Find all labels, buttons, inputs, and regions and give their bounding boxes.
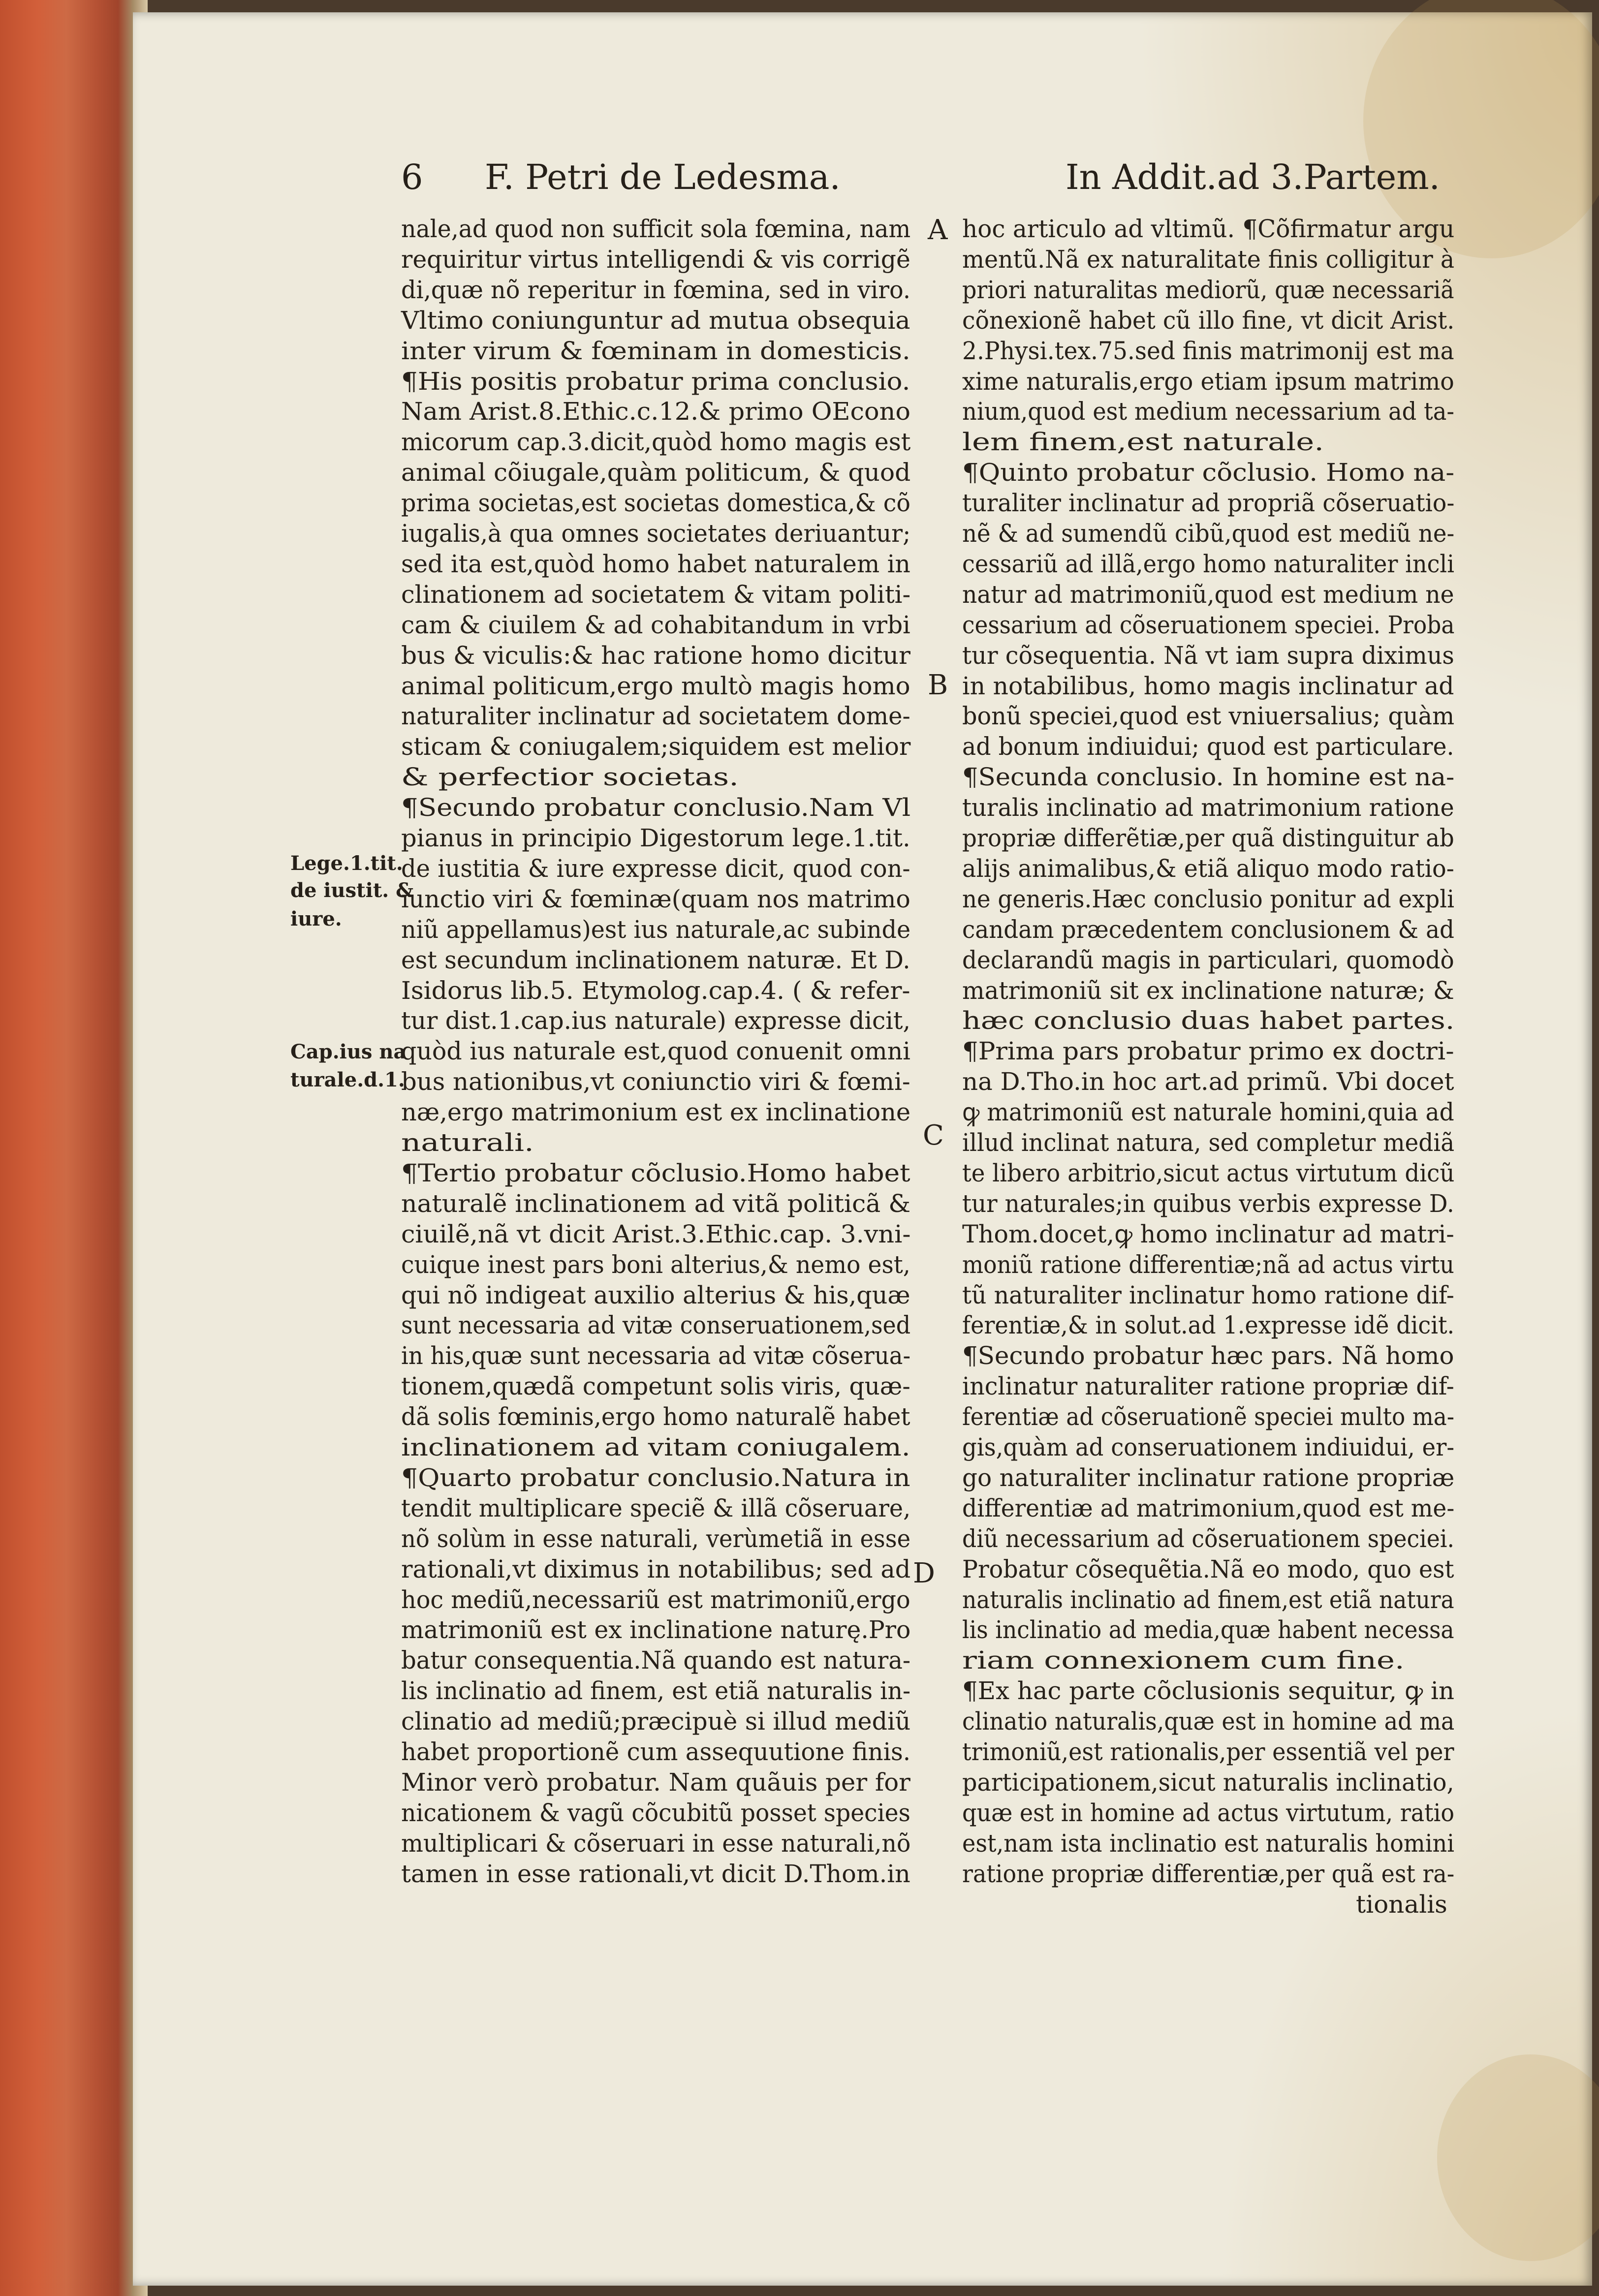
- text-line: turaliter inclinatur ad propriã cõseruatio-: [962, 489, 1455, 518]
- text-line: hoc mediũ,necessariũ est matrimoniũ,ergo: [401, 1585, 910, 1614]
- margin-note: de iustit. &: [290, 879, 414, 902]
- text-line: hoc articulo ad vltimũ. ¶Cõfirmatur argu: [962, 215, 1455, 243]
- text-line: tionalis: [1356, 1890, 1447, 1919]
- text-line: diũ necessarium ad cõseruationem speciei.: [962, 1524, 1454, 1553]
- text-line: nõ solùm in esse naturali, verùmetiã in esse: [401, 1524, 911, 1553]
- text-line: multiplicari & cõseruari in esse naturali,nõ: [401, 1829, 911, 1858]
- text-line: Thom.docet,ꝙ homo inclinatur ad matri-: [962, 1219, 1454, 1248]
- text-line: quæ est in homine ad actus virtutum, ratio: [962, 1798, 1455, 1827]
- text-line: est secundum inclinationem naturæ. Et D.: [401, 945, 910, 974]
- section-marker-c: C: [923, 1119, 944, 1151]
- text-line: nẽ & ad sumendũ cibũ,quod est mediũ ne-: [962, 519, 1455, 548]
- text-line: clinationem ad societatem & vitam politi-: [401, 580, 911, 609]
- text-line: ¶Ex hac parte cõclusionis sequitur, ꝙ in: [962, 1676, 1454, 1706]
- text-line: Probatur cõsequẽtia.Nã eo modo, quo est: [962, 1554, 1454, 1583]
- text-line: est,nam ista inclinatio est naturalis homini: [962, 1829, 1454, 1858]
- text-line: nale,ad quod non sufficit sola fœmina, nam: [401, 215, 911, 243]
- text-line: Nam Arist.8.Ethic.c.12.& primo OEcono: [401, 397, 910, 426]
- text-line: tur cõsequentia. Nã vt iam supra diximus: [962, 641, 1454, 670]
- text-line: mentũ.Nã ex naturalitate finis colligitur à: [962, 245, 1455, 274]
- text-line: ¶Secundo probatur hæc pars. Nã homo: [962, 1341, 1454, 1370]
- text-line: clinatio naturalis,quæ est in homine ad ma: [962, 1707, 1455, 1736]
- text-line: Vltimo coniunguntur ad mutua obsequia: [401, 306, 910, 335]
- text-line: nium,quod est medium necessarium ad ta-: [962, 397, 1455, 426]
- text-line: ferentiæ,& in solut.ad 1.expresse idẽ dicit.: [962, 1311, 1455, 1340]
- text-line: bus & viculis:& hac ratione homo dicitur: [401, 641, 910, 670]
- text-line: nicationem & vagũ cõcubitũ posset species: [401, 1798, 910, 1827]
- text-line: ¶Secundo probatur conclusio.Nam Vl: [401, 793, 911, 822]
- running-head-section: In Addit.ad 3.Partem.: [1066, 157, 1440, 197]
- text-line: matrimoniũ est ex inclinatione naturę.Pro: [401, 1615, 911, 1644]
- text-line: tur dist.1.cap.ius naturale) expresse dicit,: [401, 1006, 910, 1035]
- text-line: tendit multiplicare speciẽ & illã cõseruare,: [401, 1493, 911, 1522]
- text-line: ꝙ matrimoniũ est naturale homini,quia ad: [962, 1098, 1454, 1127]
- text-line: ciuilẽ,nã vt dicit Arist.3.Ethic.cap. 3.vni-: [401, 1219, 911, 1248]
- text-line: xime naturalis,ergo etiam ipsum matrimo: [962, 367, 1454, 396]
- page-number: 6: [401, 157, 423, 197]
- text-line: in notabilibus, homo magis inclinatur ad: [962, 671, 1454, 700]
- section-marker-a: A: [928, 214, 948, 246]
- margin-note: turale.d.1.: [290, 1068, 405, 1091]
- text-line: na D.Tho.in hoc art.ad primũ. Vbi docet: [962, 1067, 1454, 1096]
- text-line: quòd ius naturale est,quod conuenit omni: [401, 1037, 910, 1066]
- text-line: inclinatur naturaliter ratione propriæ dif-: [962, 1372, 1454, 1401]
- text-line: hæc conclusio duas habet partes.: [962, 1006, 1455, 1035]
- text-line: naturaliter inclinatur ad societatem dome-: [401, 702, 910, 731]
- text-line: niũ appellamus)est ius naturale,ac subinde: [401, 915, 911, 944]
- text-line: sed ita est,quòd homo habet naturalem in: [401, 549, 910, 578]
- text-line: di,quæ nõ reperitur in fœmina, sed in viro.: [401, 275, 910, 304]
- text-line: turalis inclinatio ad matrimonium ratione: [962, 793, 1454, 822]
- section-marker-d: D: [913, 1557, 935, 1589]
- text-line: differentiæ ad matrimonium,quod est me-: [962, 1493, 1455, 1522]
- section-marker-b: B: [928, 669, 948, 701]
- text-line: ad bonum indiuidui; quod est particulare.: [962, 732, 1454, 761]
- text-line: micorum cap.3.dicit,quòd homo magis est: [401, 428, 911, 457]
- text-line: trimoniũ,est rationalis,per essentiã vel per: [962, 1738, 1454, 1766]
- text-line: naturali.: [401, 1128, 534, 1157]
- text-line: inclinationem ad vitam coniugalem.: [401, 1433, 910, 1461]
- text-line: dã solis fœminis,ergo homo naturalẽ habet: [401, 1402, 910, 1431]
- text-line: ¶Prima pars probatur primo ex doctri-: [962, 1037, 1454, 1066]
- text-line: næ,ergo matrimonium est ex inclinatione: [401, 1098, 911, 1127]
- book-page: [133, 12, 1592, 2286]
- text-line: 2.Physi.tex.75.sed finis matrimonij est ma: [962, 336, 1454, 365]
- text-line: ¶Quinto probatur cõclusio. Homo na-: [962, 458, 1455, 487]
- water-stain: [1437, 2054, 1599, 2261]
- text-line: tur naturales;in quibus verbis expresse D.: [962, 1189, 1454, 1218]
- text-line: candam præcedentem conclusionem & ad: [962, 915, 1454, 944]
- text-line: cessariũ ad illã,ergo homo naturaliter incli: [962, 549, 1454, 578]
- text-line: cam & ciuilem & ad cohabitandum in vrbi: [401, 610, 910, 639]
- text-line: alijs animalibus,& etiã aliquo modo ratio-: [962, 854, 1454, 883]
- text-line: naturalis inclinatio ad finem,est etiã natura: [962, 1585, 1454, 1614]
- text-line: animal cõiugale,quàm politicum, & quod: [401, 458, 911, 487]
- text-line: Minor verò probatur. Nam quãuis per for: [401, 1768, 910, 1797]
- text-line: tũ naturaliter inclinatur homo ratione dif-: [962, 1280, 1454, 1309]
- book-fore-edge: [0, 0, 148, 2296]
- text-line: lem finem,est naturale.: [962, 428, 1324, 457]
- text-line: prima societas,est societas domestica,& cõ: [401, 489, 910, 518]
- text-line: pianus in principio Digestorum lege.1.tit.: [401, 824, 910, 852]
- text-line: in his,quæ sunt necessaria ad vitæ cõserua-: [401, 1341, 911, 1370]
- text-line: qui nõ indigeat auxilio alterius & his,quæ: [401, 1280, 910, 1309]
- text-line: te libero arbitrio,sicut actus virtutum dicũ: [962, 1158, 1455, 1187]
- text-line: batur consequentia.Nã quando est natura-: [401, 1646, 911, 1675]
- text-line: ratione propriæ differentiæ,per quã est ra-: [962, 1859, 1455, 1888]
- text-line: bonũ speciei,quod est vniuersalius; quàm: [962, 702, 1455, 731]
- text-line: propriæ differẽtiæ,per quã distinguitur ab: [962, 824, 1454, 852]
- text-line: go naturaliter inclinatur ratione propriæ: [962, 1463, 1455, 1492]
- text-line: participationem,sicut naturalis inclinatio,: [962, 1768, 1454, 1797]
- text-line: animal politicum,ergo multò magis homo: [401, 671, 910, 700]
- running-head-author: F. Petri de Ledesma.: [485, 157, 841, 197]
- text-line: cõnexionẽ habet cũ illo fine, vt dicit Arist.: [962, 306, 1455, 335]
- text-line: natur ad matrimoniũ,quod est medium ne: [962, 580, 1454, 609]
- text-line: habet proportionẽ cum assequutione finis.: [401, 1738, 911, 1766]
- text-line: ¶Secunda conclusio. In homine est na-: [962, 763, 1455, 792]
- text-line: riam connexionem cum fine.: [962, 1646, 1405, 1675]
- margin-note: Lege.1.tit.: [290, 852, 403, 875]
- text-line: declarandũ magis in particulari, quomodò: [962, 945, 1454, 974]
- text-line: iunctio viri & fœminæ(quam nos matrimo: [401, 884, 910, 913]
- text-line: lis inclinatio ad finem, est etiã naturalis in-: [401, 1676, 911, 1706]
- text-line: tamen in esse rationali,vt dicit D.Thom.in: [401, 1859, 910, 1888]
- text-line: tionem,quædã competunt solis viris, quæ-: [401, 1372, 910, 1401]
- text-line: cessarium ad cõseruationem speciei. Proba: [962, 610, 1455, 639]
- text-line: iugalis,à qua omnes societates deriuantur;: [401, 519, 911, 548]
- text-line: clinatio ad mediũ;præcipuè si illud mediũ: [401, 1707, 911, 1736]
- text-line: sunt necessaria ad vitæ conseruationem,sed: [401, 1311, 911, 1340]
- text-line: de iustitia & iure expresse dicit, quod con-: [401, 854, 910, 883]
- text-line: & perfectior societas.: [401, 763, 739, 792]
- text-line: rationali,vt diximus in notabilibus; sed ad: [401, 1554, 911, 1583]
- text-line: sticam & coniugalem;siquidem est melior: [401, 732, 911, 761]
- text-line: requiritur virtus intelligendi & vis corrigẽ: [401, 245, 910, 274]
- text-line: ¶Tertio probatur cõclusio.Homo habet: [401, 1158, 910, 1187]
- text-line: gis,quàm ad conseruationem indiuidui, er-: [962, 1433, 1455, 1461]
- text-line: inter virum & fœminam in domesticis.: [401, 336, 910, 365]
- text-line: illud inclinat natura, sed completur mediã: [962, 1128, 1455, 1157]
- text-line: lis inclinatio ad media,quæ habent necessa: [962, 1615, 1454, 1644]
- text-line: cuique inest pars boni alterius,& nemo est,: [401, 1250, 910, 1279]
- text-line: ne generis.Hæc conclusio ponitur ad expli: [962, 884, 1455, 913]
- text-line: matrimoniũ sit ex inclinatione naturæ; &: [962, 976, 1454, 1005]
- text-line: bus nationibus,vt coniunctio viri & fœmi-: [401, 1067, 910, 1096]
- text-line: ¶His positis probatur prima conclusio.: [401, 367, 910, 396]
- text-line: Isidorus lib.5. Etymolog.cap.4. ( & refer-: [401, 976, 910, 1005]
- text-line: naturalẽ inclinationem ad vitã politicã &: [401, 1189, 911, 1218]
- margin-note: Cap.ius na: [290, 1040, 407, 1063]
- text-line: ferentiæ ad cõseruationẽ speciei multo ma-: [962, 1402, 1455, 1431]
- margin-note: iure.: [290, 907, 342, 931]
- text-line: moniũ ratione differentiæ;nã ad actus virtu: [962, 1250, 1454, 1279]
- text-line: priori naturalitas mediorũ, quæ necessariã: [962, 275, 1454, 304]
- text-line: ¶Quarto probatur conclusio.Natura in: [401, 1463, 910, 1492]
